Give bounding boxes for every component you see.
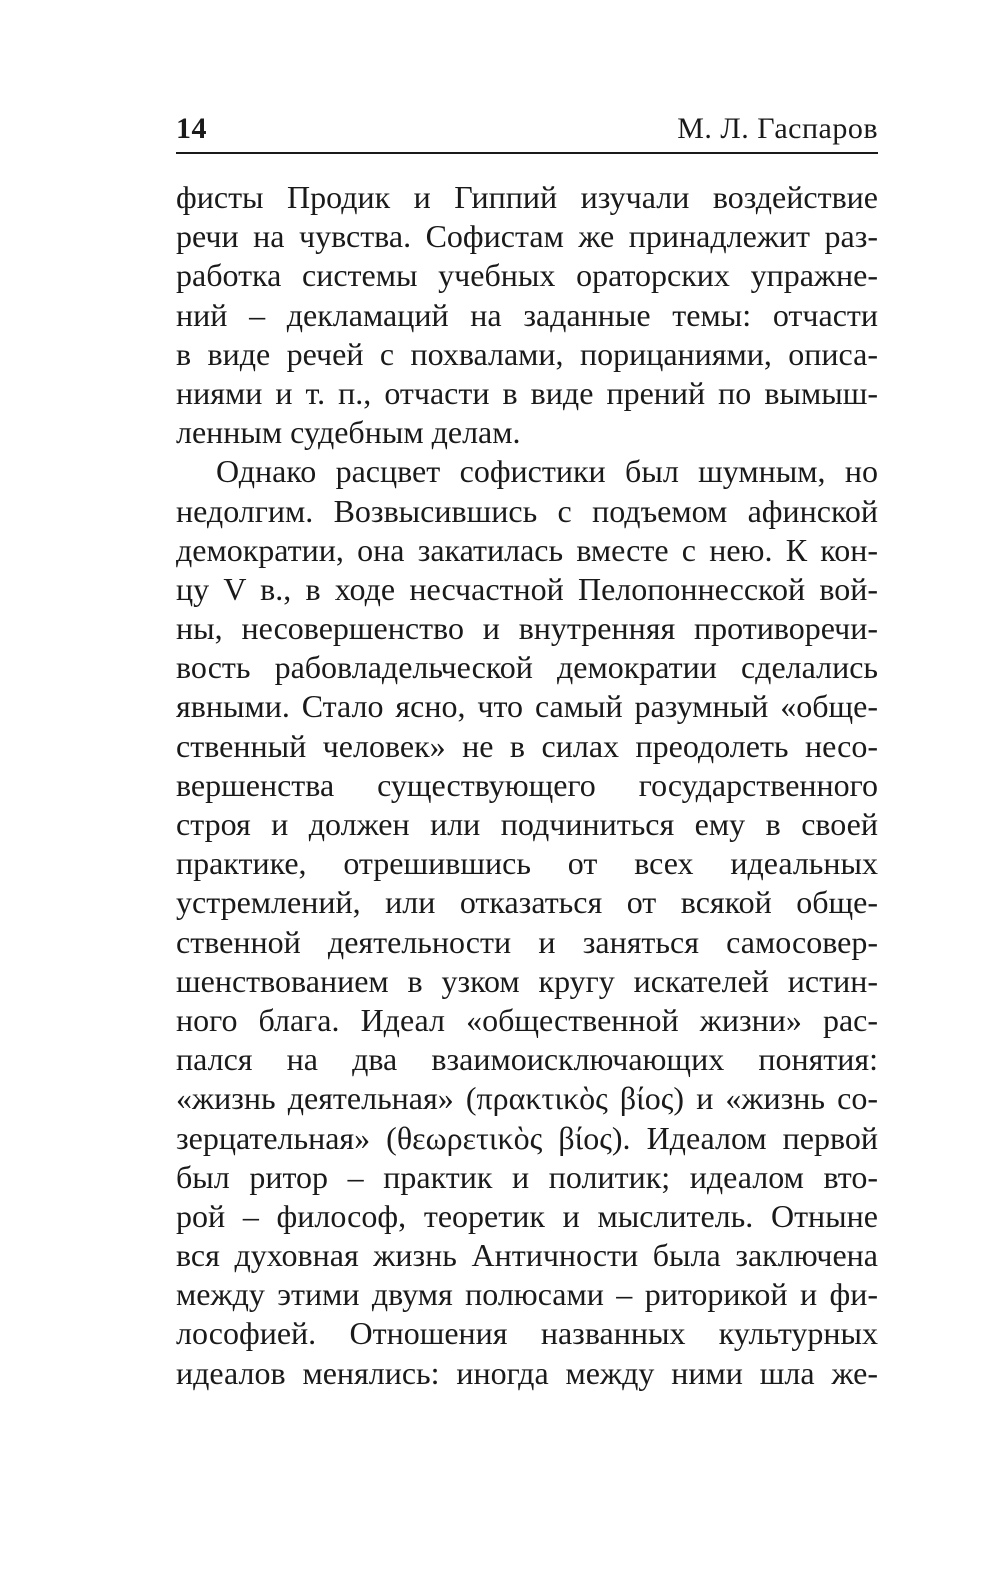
text-line: ного блага. Идеал «общественной жизни» рас- xyxy=(176,1001,878,1038)
book-page xyxy=(176,0,878,1583)
text-line: устремлений, или отказаться от всякой обще- xyxy=(176,884,878,921)
text-line: вершенства существующего государственного xyxy=(176,766,878,803)
text-line: практике, отрешившись от всех идеальных xyxy=(176,845,878,882)
text-line: фисты Продик и Гиппий изучали воздействие xyxy=(176,179,878,215)
text-line: демократии, она закатилась вместе с нею. К кон- xyxy=(176,531,878,568)
text-line: Однако расцвет софистики был шумным, но xyxy=(216,453,878,490)
running-header xyxy=(176,108,878,154)
text-line: лософией. Отношения названных культурных xyxy=(176,1315,878,1352)
text-line: вся духовная жизнь Античности была заключена xyxy=(176,1237,878,1274)
text-line: шенствованием в узком кругу искателей истин- xyxy=(176,962,878,999)
text-line: ственной деятельности и заняться самосовер- xyxy=(176,923,878,960)
text-line: работка системы учебных ораторских упражне- xyxy=(176,257,878,294)
paragraph-1 xyxy=(176,178,878,452)
text-line: явными. Стало ясно, что самый разумный «обще- xyxy=(176,688,878,725)
text-line: ственный человек» не в силах преодолеть несо- xyxy=(176,727,878,764)
text-line: зерцательная» (θεωρετικὸς βίος). Идеалом первой xyxy=(176,1119,878,1156)
text-line: речи на чувства. Софистам же принадлежит раз- xyxy=(176,218,878,255)
text-line: строя и должен или подчиниться ему в своей xyxy=(176,806,878,842)
text-line: рой – философ, теоретик и мыслитель. Отныне xyxy=(176,1197,878,1234)
paragraph-2 xyxy=(176,452,878,1393)
text-line: идеалов менялись: иногда между ними шла же- xyxy=(176,1354,878,1391)
text-line: был ритор – практик и политик; идеалом вто- xyxy=(176,1158,878,1195)
text-line: вость рабовладельческой демократии сделались xyxy=(176,649,878,686)
body-text xyxy=(176,178,878,1393)
text-line: ний – декламаций на заданные темы: отчасти xyxy=(176,296,878,333)
text-line: «жизнь деятельная» (πρακτικὸς βίος) и «жизнь со- xyxy=(176,1080,878,1117)
text-line: пался на два взаимоисключающих понятия: xyxy=(176,1041,878,1078)
page-number: 14 xyxy=(176,112,207,145)
text-line: между этими двумя полюсами – риторикой и фи- xyxy=(176,1276,878,1313)
text-line: в виде речей с похвалами, порицаниями, описа- xyxy=(176,335,878,372)
text-line: ниями и т. п., отчасти в виде прений по вымыш- xyxy=(176,374,878,411)
running-title-author: М. Л. Гаспаров xyxy=(677,112,878,145)
text-line: ны, несовершенство и внутренняя противоречи- xyxy=(176,610,878,647)
text-line: ленным судебным делам. xyxy=(176,414,521,451)
text-line: недолгим. Возвысившись с подъемом афинской xyxy=(176,492,878,529)
text-line: цу V в., в ходе несчастной Пелопоннесской вой- xyxy=(176,570,878,607)
